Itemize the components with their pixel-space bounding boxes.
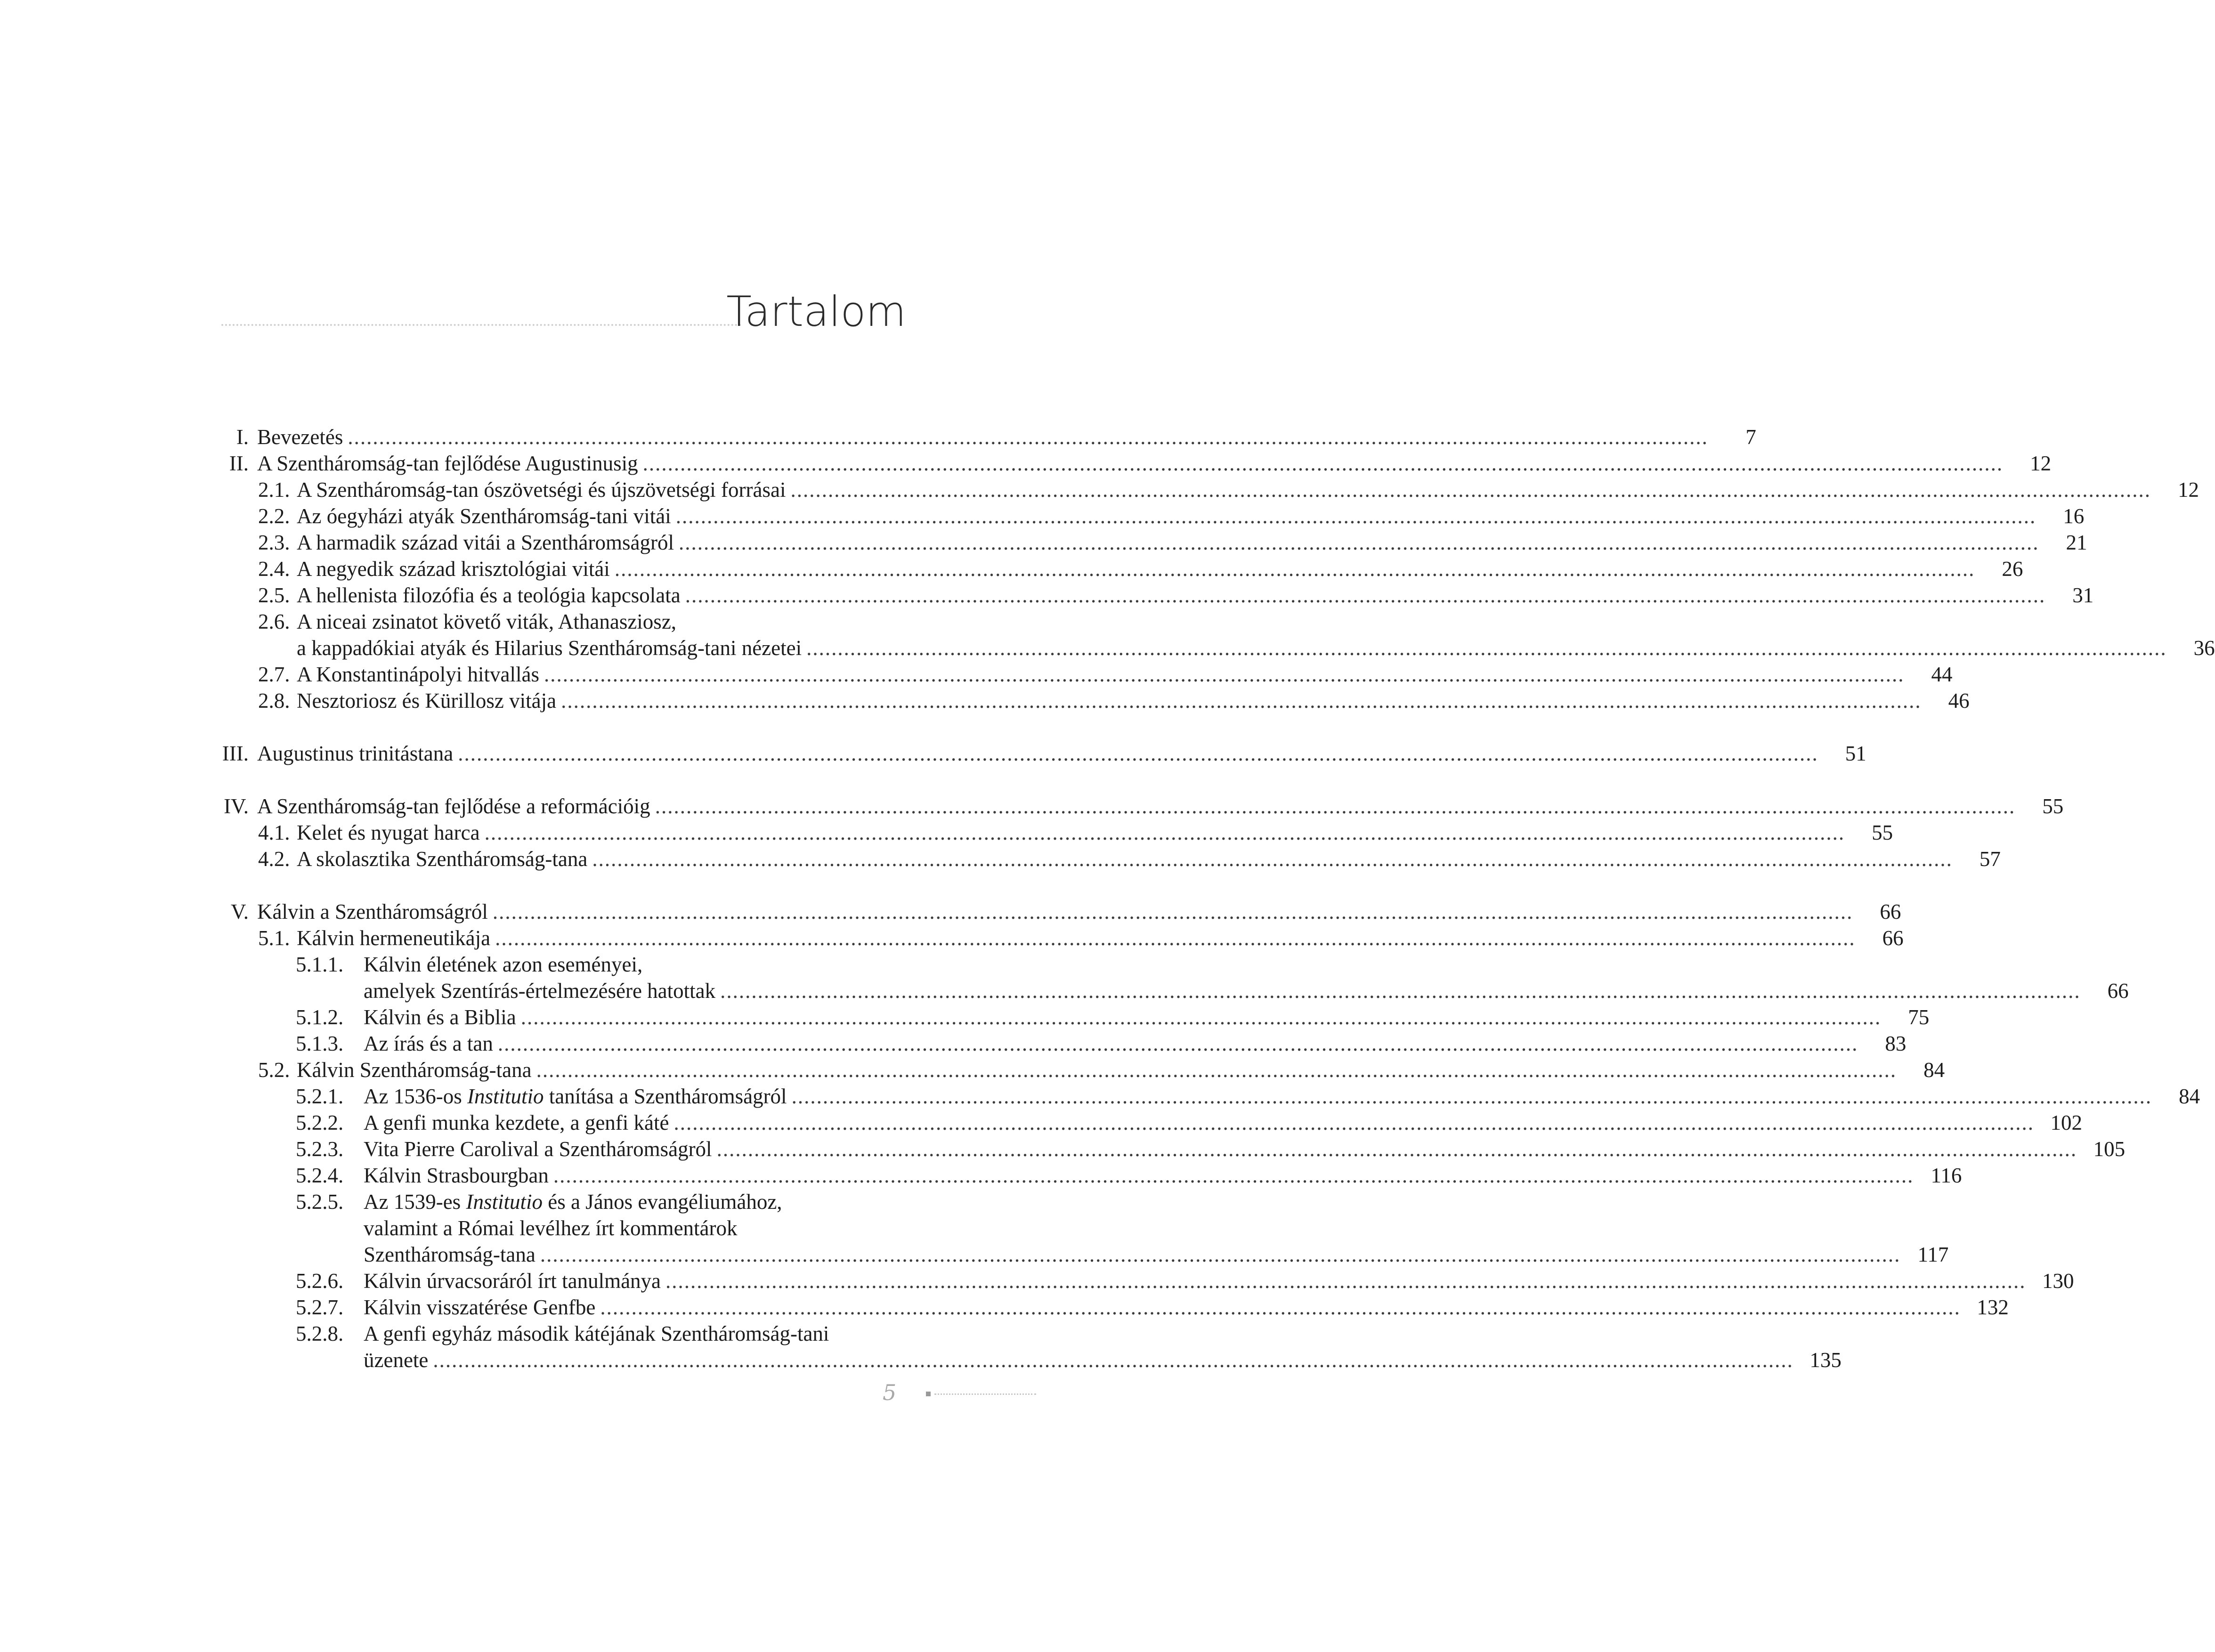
toc-entry-title: üzenete: [364, 1348, 429, 1372]
toc-entry-line: [297, 635, 2215, 661]
toc-entry-page: 26: [2002, 557, 2023, 581]
toc-entry-number: 5.2.5.: [296, 1190, 344, 1214]
toc-entry: [212, 951, 910, 978]
toc-entry-title: [364, 1189, 782, 1215]
toc-entry-line: [257, 740, 1866, 767]
page-number: 5: [883, 1380, 897, 1405]
toc-entry-title: A genfi egyház második kátéjának Szentháromság-tani: [364, 1322, 829, 1345]
toc-leader-dots: [592, 846, 1953, 872]
toc-entry-line: [364, 1109, 2082, 1136]
toc-entry-title: A niceai zsinatot követő viták, Athanasziosz,: [297, 610, 677, 633]
toc-entry-number: 2.1.: [258, 478, 290, 502]
toc-entry: [212, 740, 1866, 767]
toc-entry: [212, 1241, 1949, 1268]
toc-leader-dots: [720, 978, 2081, 1004]
toc-entry-title: A Szentháromság-tan fejlődése a reformációig: [257, 794, 650, 818]
toc-entry-title: Kálvin úrvacsoráról írt tanulmánya: [364, 1269, 661, 1293]
toc-entry-title: Kálvin a Szentháromságról: [257, 900, 488, 923]
toc-entry: [212, 503, 2085, 529]
toc-entry-title: A hellenista filozófia és a teológia kapcsolata: [297, 583, 681, 607]
toc-entry-line: [297, 556, 2023, 582]
toc-entry: [212, 1320, 910, 1347]
toc-entry-page: 31: [2072, 583, 2094, 607]
toc-entry-title: Nesztoriosz és Kürillosz vitája: [297, 689, 557, 713]
toc-leader-dots: [679, 529, 2039, 556]
footer-square-icon: [926, 1392, 931, 1396]
toc-entry-line: [364, 1215, 910, 1241]
toc-entry-title: A Szentháromság-tan fejlődése Augustinusig: [257, 452, 638, 475]
toc-leader-dots: [521, 1004, 1882, 1030]
toc-entry-title: Bevezetés: [257, 425, 343, 449]
toc-entry-number: 5.1.2.: [296, 1005, 344, 1029]
toc-entry: [212, 556, 2023, 582]
toc-entry-number: 5.2.4.: [296, 1164, 344, 1187]
toc-entry-page: 135: [1809, 1348, 1842, 1372]
toc-entry: [212, 635, 2215, 661]
toc-leader-dots: [685, 582, 2046, 608]
toc-entry-number: 4.2.: [258, 847, 290, 871]
toc-leader-dots: [600, 1294, 1961, 1320]
toc-entry: [212, 978, 2129, 1004]
toc-entry-line: [364, 1004, 1930, 1030]
toc-entry-page: 130: [2042, 1269, 2074, 1293]
toc-entry-number: 2.6.: [258, 610, 290, 633]
toc-entry-page: 57: [1979, 847, 2001, 871]
toc-entry-line: [297, 688, 1970, 714]
toc-entry-number: 2.4.: [258, 557, 290, 581]
toc-leader-dots: [561, 688, 1922, 714]
toc-entry-page: 7: [1745, 425, 1756, 449]
toc-entry: [212, 1136, 2126, 1162]
toc-entry-title: a kappadókiai atyák és Hilarius Szentháromság-tani nézetei: [297, 636, 802, 660]
toc-entry-title: [364, 1083, 787, 1109]
toc-entry-number: 5.2.8.: [296, 1322, 344, 1345]
toc-entry-title-part: tanítása a Szentháromságról: [544, 1085, 787, 1108]
toc-entry-page: 66: [1882, 926, 1904, 950]
toc-entry-number: 5.1.1.: [296, 953, 344, 976]
toc-entry-title: Szentháromság-tana: [364, 1243, 535, 1266]
toc-entry-title: Kálvin visszatérése Genfbe: [364, 1296, 596, 1319]
toc-leader-dots: [665, 1268, 2026, 1294]
toc-leader-dots: [540, 1241, 1901, 1268]
toc-entry-line: [297, 1057, 1945, 1083]
toc-entry-title-italic: Institutio: [466, 1190, 543, 1214]
toc-leader-dots: [655, 793, 2016, 819]
toc-entry-line: [364, 1189, 910, 1215]
toc-entry-title: A negyedik század krisztológiai vitái: [297, 557, 610, 581]
toc-entry-page: 55: [2042, 794, 2064, 818]
toc-entry-title-part: Az 1536-os: [364, 1085, 467, 1108]
toc-entry-number: 2.5.: [258, 583, 290, 607]
toc-entry-title: Kálvin hermeneutikája: [297, 926, 491, 950]
toc-entry-title: A Konstantinápolyi hitvallás: [297, 663, 539, 686]
toc-entry-page: 84: [2179, 1085, 2200, 1108]
toc-entry-number: 2.2.: [258, 504, 290, 528]
toc-entry-title: valamint a Római levélhez írt kommentárok: [364, 1216, 738, 1240]
toc-entry-line: [364, 1162, 1962, 1189]
toc-entry-page: 66: [1880, 900, 1901, 923]
toc-entry-line: [364, 1294, 2009, 1320]
toc-entry: [212, 582, 2094, 608]
toc-entry-page: 16: [2063, 504, 2085, 528]
toc-leader-dots: [495, 925, 1856, 951]
toc-entry-title: amelyek Szentírás-értelmezésére hatottak: [364, 979, 716, 1003]
toc-entry-page: 46: [1948, 689, 1970, 713]
toc-entry-line: [297, 925, 1904, 951]
toc-entry-title-part: és a János evangéliumához,: [542, 1190, 782, 1214]
toc-entry-page: 55: [1872, 821, 1893, 844]
toc-entry: [212, 1215, 910, 1241]
toc-entry-line: [297, 582, 2094, 608]
toc-entry-line: [364, 951, 910, 978]
toc-leader-dots: [717, 1136, 2077, 1162]
toc-entry: [212, 1083, 2200, 1109]
toc-entry-page: 75: [1908, 1005, 1930, 1029]
toc-entry-page: 117: [1917, 1243, 1949, 1266]
toc-entry-number: 5.2.: [258, 1058, 290, 1082]
toc-entry-line: [297, 529, 2087, 556]
toc-entry-line: [297, 661, 1953, 688]
toc-entry-title: A harmadik század vitái a Szentháromságról: [297, 531, 674, 554]
toc-leader-dots: [806, 635, 2167, 661]
toc-entry-line: [297, 819, 1893, 846]
toc-entry-title: Kálvin életének azon eseményei,: [364, 953, 643, 976]
toc-entry: [212, 688, 1970, 714]
toc-entry-page: 132: [1977, 1296, 2009, 1319]
toc-entry-number: 5.2.3.: [296, 1137, 344, 1161]
toc-entry-line: [297, 608, 910, 635]
toc-entry: [212, 1057, 1945, 1083]
toc-entry: [212, 1109, 2082, 1136]
table-of-contents: [212, 424, 2215, 1373]
toc-entry: [212, 793, 2064, 819]
toc-entry-number: III.: [222, 742, 249, 765]
toc-entry-number: 2.8.: [258, 689, 290, 713]
toc-entry: [212, 1004, 1930, 1030]
toc-entry-page: 105: [2093, 1137, 2126, 1161]
toc-entry: [212, 819, 1893, 846]
toc-entry-page: 66: [2107, 979, 2129, 1003]
toc-entry-page: 102: [2050, 1111, 2082, 1134]
toc-entry-number: 5.1.: [258, 926, 290, 950]
toc-entry-title: Kálvin és a Biblia: [364, 1005, 516, 1029]
toc-leader-dots: [643, 450, 2004, 477]
page-title: Tartalom: [726, 287, 906, 336]
toc-entry-page: 116: [1931, 1164, 1962, 1187]
toc-entry: [212, 450, 2052, 477]
toc-leader-dots: [615, 556, 1975, 582]
toc-entry-page: 12: [2177, 478, 2199, 502]
toc-entry: [212, 899, 1901, 925]
toc-leader-dots: [493, 899, 1853, 925]
toc-entry: [212, 661, 1953, 688]
title-dotted-rule: [221, 324, 741, 326]
toc-leader-dots: [433, 1347, 1793, 1373]
toc-entry: [212, 1030, 1907, 1057]
toc-entry-line: [364, 978, 2129, 1004]
toc-entry-title: Kálvin Szentháromság-tana: [297, 1058, 532, 1082]
toc-entry: [212, 529, 2087, 556]
toc-entry: [212, 424, 1756, 450]
toc-entry: [212, 1347, 1842, 1373]
toc-entry-title: A Szentháromság-tan ószövetségi és újszövetségi forrásai: [297, 478, 786, 502]
toc-entry-number: 5.2.1.: [296, 1085, 344, 1108]
toc-entry: [212, 1294, 2009, 1320]
toc-entry-page: 51: [1845, 742, 1866, 765]
toc-entry-line: [364, 1320, 910, 1347]
toc-leader-dots: [536, 1057, 1897, 1083]
toc-entry-number: 2.7.: [258, 663, 290, 686]
toc-entry-line: [364, 1241, 1949, 1268]
toc-entry-number: 5.2.7.: [296, 1296, 344, 1319]
toc-entry: [212, 477, 2199, 503]
toc-entry-title: Kelet és nyugat harca: [297, 821, 480, 844]
toc-leader-dots: [348, 424, 1708, 450]
toc-entry-number: 5.1.3.: [296, 1032, 344, 1055]
toc-entry-number: IV.: [224, 794, 249, 818]
toc-entry-number: I.: [236, 425, 249, 449]
toc-entry-line: [257, 899, 1901, 925]
toc-entry-line: [364, 1083, 2200, 1109]
toc-entry-page: 21: [2066, 531, 2087, 554]
toc-entry-title: Kálvin Strasbourgban: [364, 1164, 549, 1187]
toc-entry-number: V.: [231, 900, 249, 923]
toc-entry-page: 12: [2030, 452, 2052, 475]
toc-leader-dots: [676, 503, 2037, 529]
toc-entry-title: A skolasztika Szentháromság-tana: [297, 847, 588, 871]
toc-entry-title: Az írás és a tan: [364, 1032, 493, 1055]
toc-entry-number: 2.3.: [258, 531, 290, 554]
toc-leader-dots: [485, 819, 1845, 846]
toc-entry-line: [297, 477, 2199, 503]
toc-entry-line: [257, 450, 2052, 477]
toc-entry-number: 5.2.2.: [296, 1111, 344, 1134]
toc-leader-dots: [544, 661, 1905, 688]
toc-entry: [212, 925, 1904, 951]
toc-entry: [212, 608, 910, 635]
toc-entry-title: Augustinus trinitástana: [257, 742, 454, 765]
toc-entry-number: 5.2.6.: [296, 1269, 344, 1293]
toc-entry-number: II.: [229, 452, 249, 475]
toc-entry-line: [257, 793, 2064, 819]
toc-entry-page: 83: [1885, 1032, 1907, 1055]
toc-entry-line: [297, 846, 2001, 872]
toc-entry-line: [297, 503, 2085, 529]
toc-entry-page: 84: [1923, 1058, 1945, 1082]
toc-leader-dots: [458, 740, 1818, 767]
toc-leader-dots: [498, 1030, 1858, 1057]
toc-entry-title: Vita Pierre Carolival a Szentháromságról: [364, 1137, 712, 1161]
footer-dotted-rule: [934, 1393, 1036, 1395]
toc-leader-dots: [553, 1162, 1914, 1189]
toc-entry: [212, 1268, 2074, 1294]
toc-entry: [212, 1189, 910, 1215]
toc-entry-line: [364, 1030, 1907, 1057]
toc-entry-title-italic: Institutio: [467, 1085, 544, 1108]
toc-entry-title: Az óegyházi atyák Szentháromság-tani vitái: [297, 504, 671, 528]
toc-entry-page: 36: [2193, 636, 2215, 660]
toc-entry-page: 44: [1931, 663, 1953, 686]
toc-entry-line: [364, 1136, 2126, 1162]
toc-entry-line: [257, 424, 1756, 450]
toc-entry-line: [364, 1347, 1842, 1373]
toc-leader-dots: [792, 1083, 2152, 1109]
toc-entry-title-part: Az 1539-es: [364, 1190, 466, 1214]
toc-entry-title: A genfi munka kezdete, a genfi káté: [364, 1111, 669, 1134]
toc-entry: [212, 1162, 1962, 1189]
toc-entry: [212, 846, 2001, 872]
toc-entry-number: 4.1.: [258, 821, 290, 844]
toc-leader-dots: [790, 477, 2151, 503]
toc-leader-dots: [673, 1109, 2034, 1136]
toc-entry-line: [364, 1268, 2074, 1294]
